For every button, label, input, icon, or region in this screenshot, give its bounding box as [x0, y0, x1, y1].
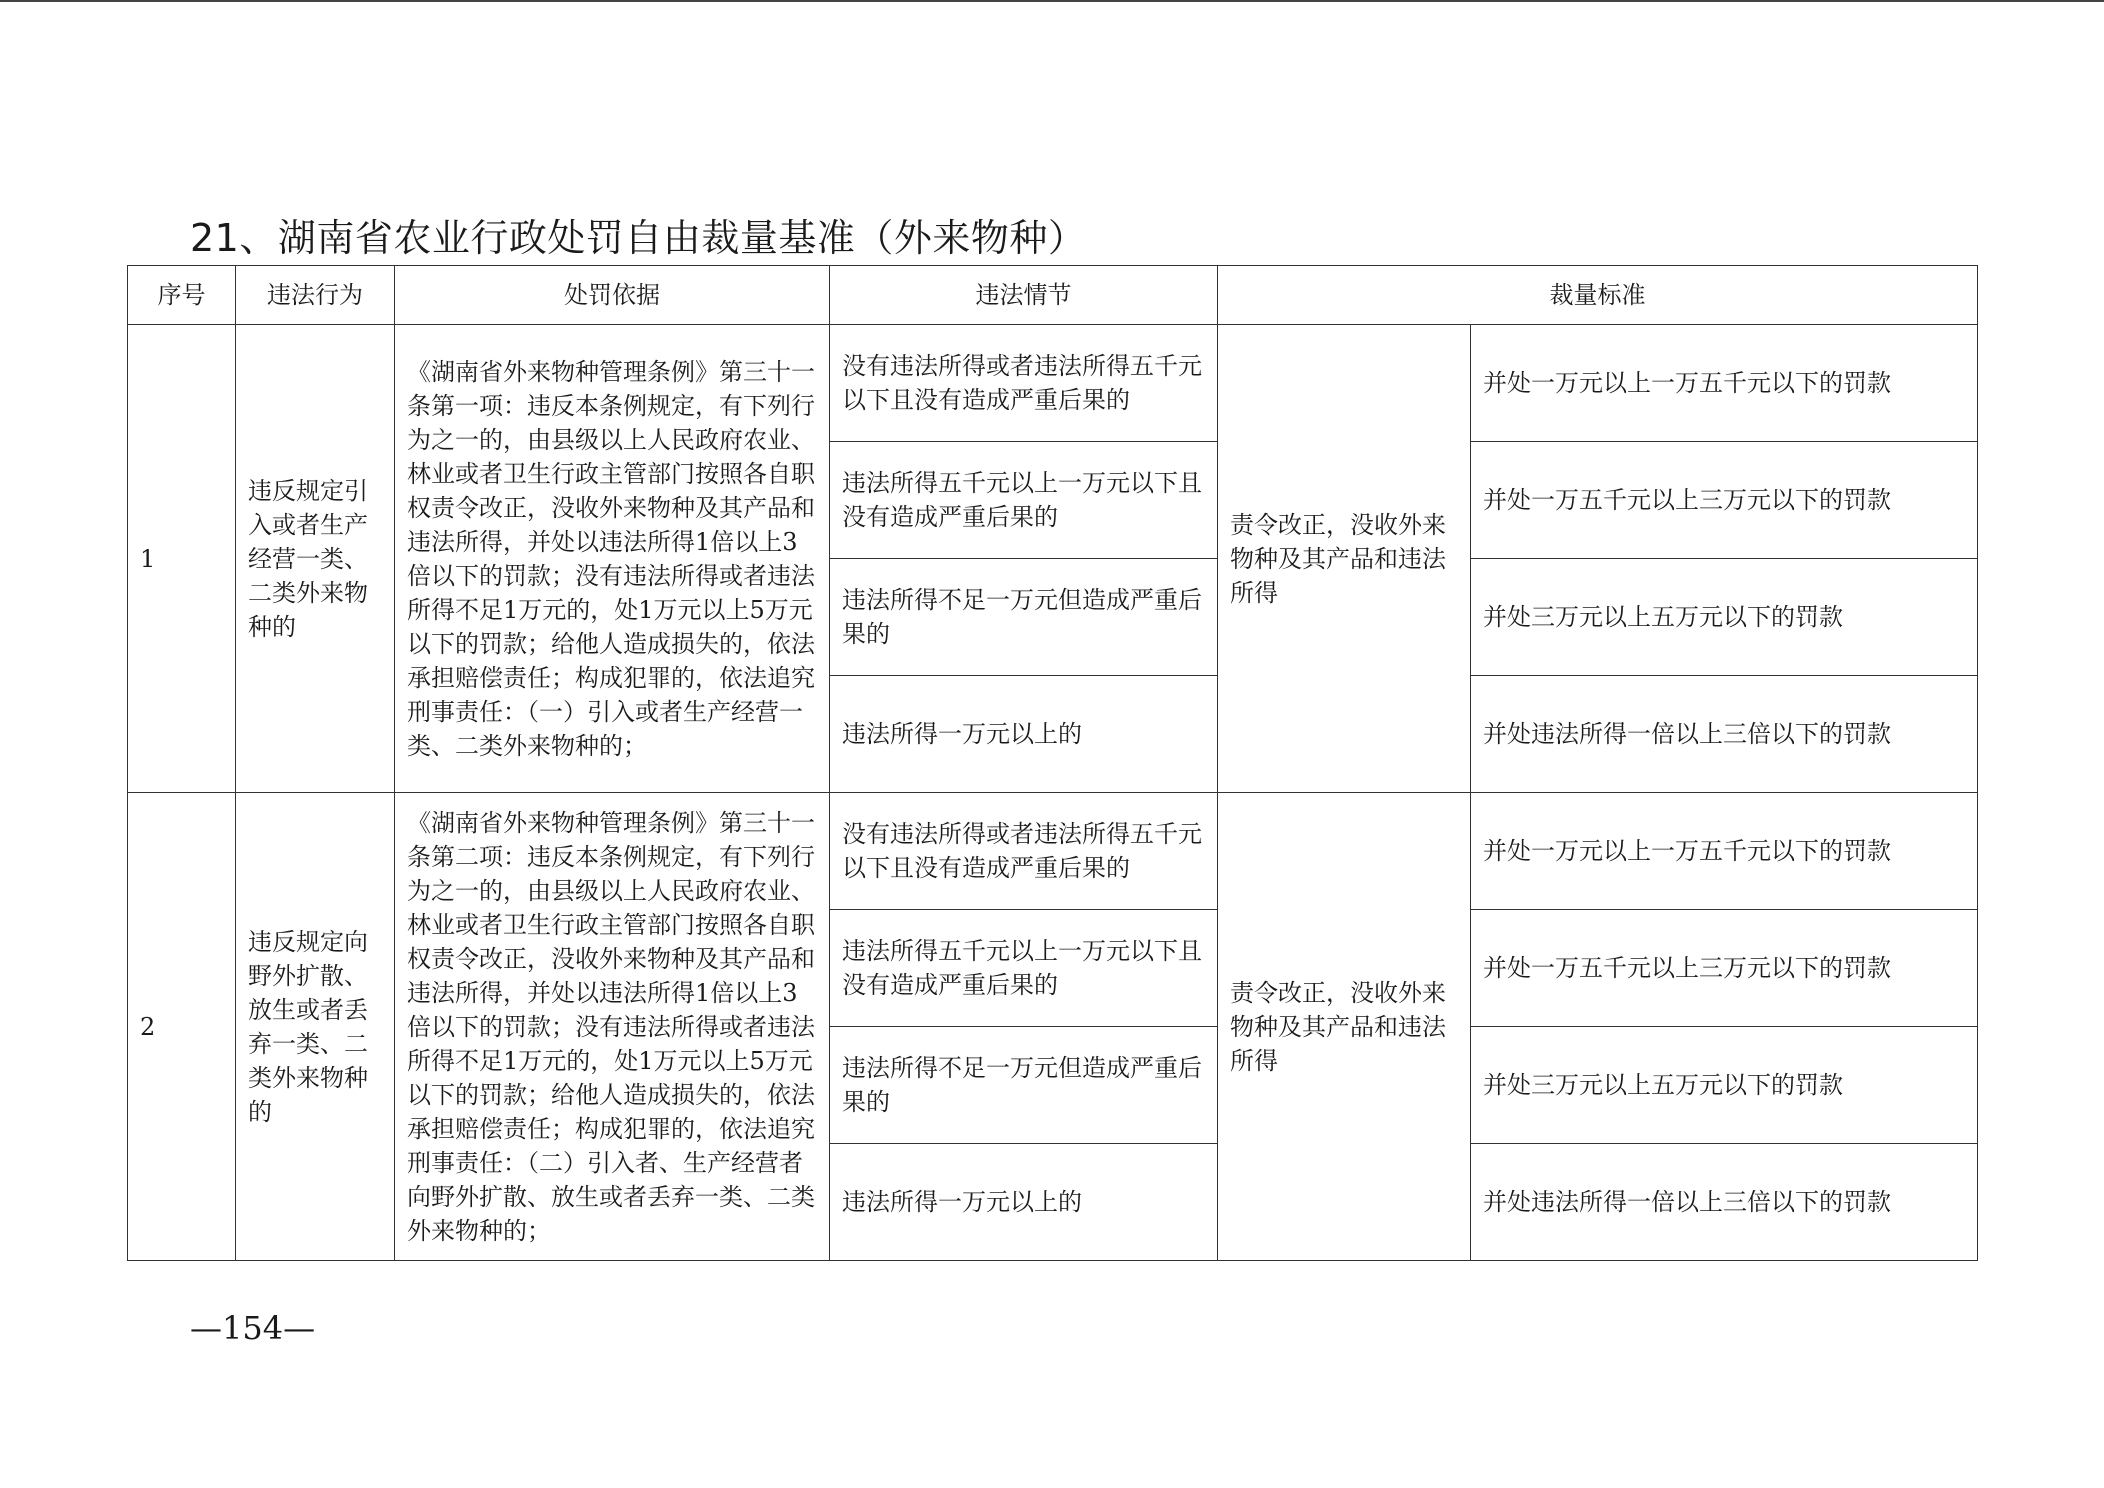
- header-standard: 裁量标准: [1218, 266, 1978, 325]
- standard-cell: 并处一万五千元以上三万元以下的罚款: [1471, 910, 1978, 1027]
- row-index: 2: [128, 793, 236, 1261]
- table-header-row: [128, 266, 1978, 325]
- situation-cell: 违法所得不足一万元但造成严重后果的: [830, 559, 1218, 676]
- row-act: 违反规定引入或者生产经营一类、二类外来物种的: [236, 325, 395, 793]
- situation-cell: 违法所得五千元以上一万元以下且没有造成严重后果的: [830, 442, 1218, 559]
- row-measure: 责令改正，没收外来物种及其产品和违法所得: [1218, 793, 1471, 1261]
- row-measure: 责令改正，没收外来物种及其产品和违法所得: [1218, 325, 1471, 793]
- situation-cell: 违法所得一万元以上的: [830, 676, 1218, 793]
- row-act: 违反规定向野外扩散、放生或者丢弃一类、二类外来物种的: [236, 793, 395, 1261]
- standard-cell: 并处一万五千元以上三万元以下的罚款: [1471, 442, 1978, 559]
- situation-cell: 没有违法所得或者违法所得五千元以下且没有造成严重后果的: [830, 793, 1218, 910]
- top-border-line: [0, 0, 2104, 2]
- situation-cell: 没有违法所得或者违法所得五千元以下且没有造成严重后果的: [830, 325, 1218, 442]
- row-basis: 《湖南省外来物种管理条例》第三十一条第一项：违反本条例规定，有下列行为之一的，由县级以上人民政府农业、林业或者卫生行政主管部门按照各自职权责令改正，没收外来物种及其产品和违法所得，并处以违法所得1倍以上3倍以下的罚款；没有违法所得或者违法所得不足1万元的，处1万元以上5万元以下的罚款；给他人造成损失的，依法承担赔偿责任；构成犯罪的，依法追究刑事责任：（一）引入或者生产经营一类、二类外来物种的；: [395, 325, 830, 793]
- standard-cell: 并处三万元以上五万元以下的罚款: [1471, 1027, 1978, 1144]
- penalty-discretion-table: [127, 265, 1978, 1261]
- table-row: [128, 325, 1978, 442]
- header-act: 违法行为: [236, 266, 395, 325]
- situation-cell: 违法所得不足一万元但造成严重后果的: [830, 1027, 1218, 1144]
- standard-cell: 并处一万元以上一万五千元以下的罚款: [1471, 793, 1978, 910]
- standard-cell: 并处三万元以上五万元以下的罚款: [1471, 559, 1978, 676]
- situation-cell: 违法所得五千元以上一万元以下且没有造成严重后果的: [830, 910, 1218, 1027]
- header-basis: 处罚依据: [395, 266, 830, 325]
- table-row: [128, 793, 1978, 910]
- standard-cell: 并处一万元以上一万五千元以下的罚款: [1471, 325, 1978, 442]
- page-number: —154—: [190, 1309, 316, 1347]
- situation-cell: 违法所得一万元以上的: [830, 1144, 1218, 1261]
- row-index: 1: [128, 325, 236, 793]
- page-title: 21、湖南省农业行政处罚自由裁量基准（外来物种）: [190, 216, 1087, 260]
- header-index: 序号: [128, 266, 236, 325]
- row-basis: 《湖南省外来物种管理条例》第三十一条第二项：违反本条例规定，有下列行为之一的，由县级以上人民政府农业、林业或者卫生行政主管部门按照各自职权责令改正，没收外来物种及其产品和违法所得，并处以违法所得1倍以上3倍以下的罚款；没有违法所得或者违法所得不足1万元的，处1万元以上5万元以下的罚款；给他人造成损失的，依法承担赔偿责任；构成犯罪的，依法追究刑事责任：（二）引入者、生产经营者向野外扩散、放生或者丢弃一类、二类外来物种的；: [395, 793, 830, 1261]
- header-situation: 违法情节: [830, 266, 1218, 325]
- standard-cell: 并处违法所得一倍以上三倍以下的罚款: [1471, 676, 1978, 793]
- standard-cell: 并处违法所得一倍以上三倍以下的罚款: [1471, 1144, 1978, 1261]
